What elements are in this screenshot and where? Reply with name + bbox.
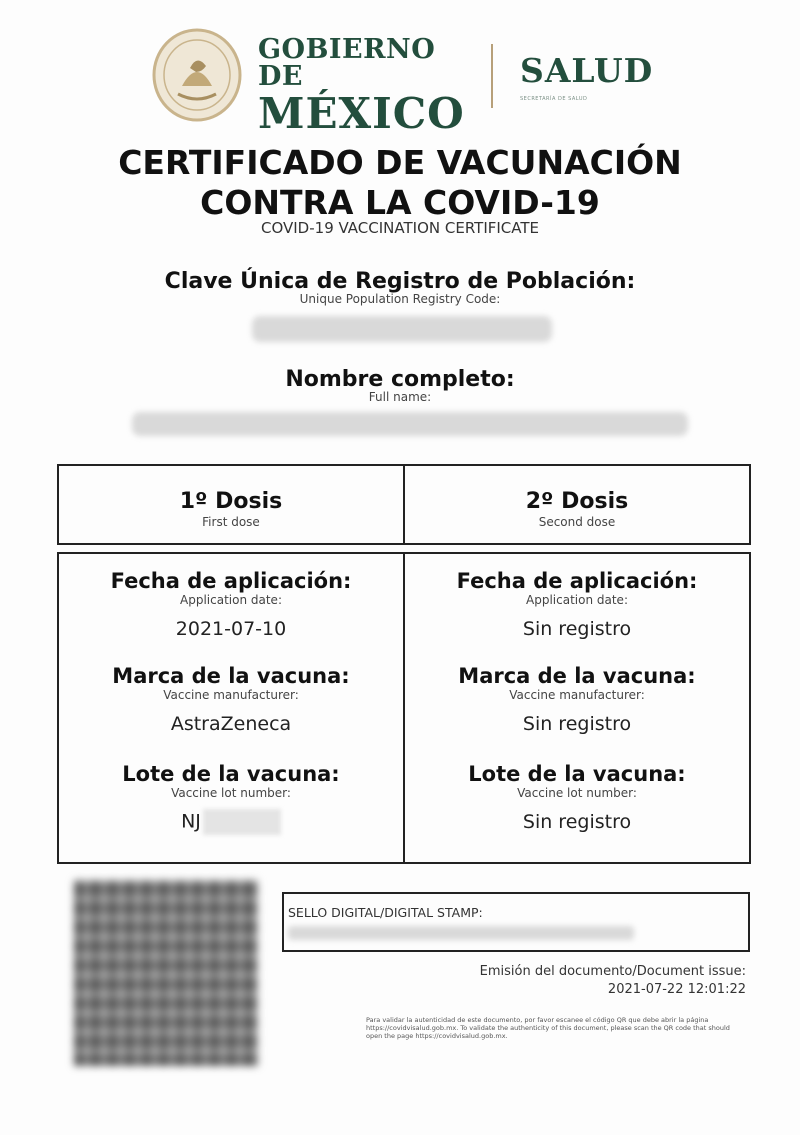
ministry-subtitle: SECRETARÍA DE SALUD: [520, 96, 588, 102]
dose1-date-label: Fecha de aplicación:: [110, 569, 352, 593]
dose2-header: [405, 491, 749, 528]
dose2-date-value: Sin registro: [522, 618, 632, 640]
dose1-lot-field: [59, 764, 403, 835]
dose2-details: [405, 552, 749, 862]
dose1-header: [59, 491, 403, 528]
government-logo-text: [258, 34, 468, 138]
validation-fine-print: Para validar la autenticidad de este documento, por favor escanee el código QR que debe abrir la página https://covidvisalud.gob.mx. To validate the authenticity of this document, please scan the QR code that should open the page https://covidvisalud.gob.mx.: [366, 1016, 730, 1040]
header-divider: [491, 44, 493, 108]
digital-stamp-box: [282, 892, 750, 952]
gov-line2: MÉXICO: [258, 89, 465, 138]
dose1-title-en: First dose: [202, 515, 260, 529]
dose1-lot-label-en: Vaccine lot number:: [171, 786, 291, 800]
dose2-lot-label: Lote de la vacuna:: [468, 762, 686, 786]
ministry-logo-text: SALUD: [520, 51, 654, 90]
certificate-title-en: COVID-19 VACCINATION CERTIFICATE: [260, 219, 540, 237]
dose1-lot-value: NJ: [181, 810, 201, 833]
dose2-brand-value: Sin registro: [522, 713, 632, 735]
name-redacted-value: [132, 412, 688, 436]
dose1-lot-row: [59, 809, 403, 835]
digital-stamp-redacted: [288, 926, 634, 940]
curp-redacted-value: [252, 316, 552, 342]
dose2-title: 2º Dosis: [525, 489, 629, 514]
dose1-details: [59, 552, 403, 862]
dose2-lot-label-en: Vaccine lot number:: [517, 786, 637, 800]
dose1-lot-label: Lote de la vacuna:: [122, 762, 340, 786]
curp-label: Clave Única de Registro de Población:: [164, 269, 636, 294]
digital-stamp-label: SELLO DIGITAL/DIGITAL STAMP:: [288, 905, 483, 920]
certificate-title-line2: CONTRA LA COVID-19: [200, 183, 600, 222]
dose1-date-field: [59, 571, 403, 639]
dose1-lot-redacted: [203, 809, 281, 835]
dose2-lot-field: [405, 764, 749, 832]
dose2-title-en: Second dose: [538, 515, 616, 529]
dose2-date-label: Fecha de aplicación:: [456, 569, 698, 593]
dose1-date-value: 2021-07-10: [175, 618, 287, 640]
qr-code[interactable]: [74, 880, 258, 1066]
dose1-brand-value: AstraZeneca: [170, 713, 292, 735]
curp-label-en: Unique Population Registry Code:: [299, 292, 501, 306]
issue-date: 2021-07-22 12:01:22: [607, 982, 746, 997]
name-label-en: Full name:: [368, 390, 432, 404]
coat-of-arms-seal-icon: [152, 28, 242, 122]
dose1-brand-label: Marca de la vacuna:: [112, 664, 350, 688]
dose2-date-field: [405, 571, 749, 639]
dose2-brand-field: [405, 666, 749, 734]
dose1-date-label-en: Application date:: [180, 593, 282, 607]
dose2-date-label-en: Application date:: [526, 593, 628, 607]
dose2-lot-value: Sin registro: [522, 811, 632, 833]
dose2-brand-label: Marca de la vacuna:: [458, 664, 696, 688]
name-label: Nombre completo:: [285, 367, 515, 392]
gov-line1: GOBIERNO DE: [258, 34, 436, 92]
certificate-title-line1: CERTIFICADO DE VACUNACIÓN: [118, 143, 682, 182]
issue-label: Emisión del documento/Document issue:: [479, 964, 746, 979]
dose2-brand-label-en: Vaccine manufacturer:: [509, 688, 645, 702]
dose1-brand-field: [59, 666, 403, 734]
dose1-title: 1º Dosis: [179, 489, 283, 514]
dose1-brand-label-en: Vaccine manufacturer:: [163, 688, 299, 702]
